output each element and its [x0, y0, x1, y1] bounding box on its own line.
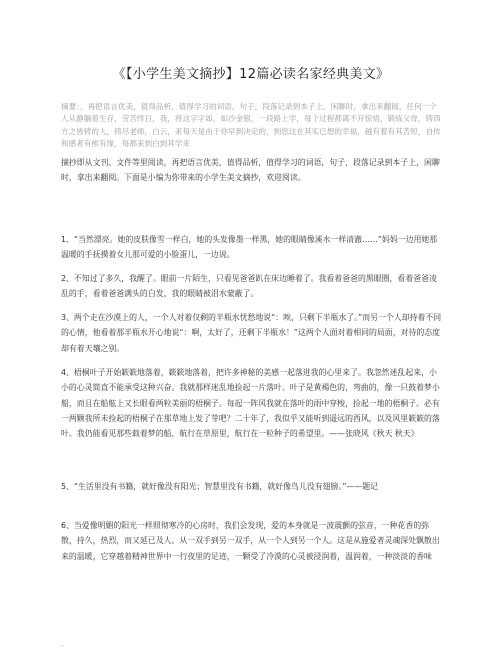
- intro-paragraph: 摘抄即从文刊、文件等里阅读，再把语言优美，值得品析，值得学习的词语，句子，段落记录到本子上，闲聊时，拿出来翻阅。下面是小编为你带来的小学生美文摘抄，欢迎阅读。: [61, 158, 440, 183]
- paragraph-5: 5、“生活里没有书籍，就好像没有阳光；智慧里没有书籍，就好像鸟儿没有翅膀。”——题记: [61, 482, 378, 491]
- paragraph-4: 4、梧桐叶子开始簌簌地落着，簌簌地落着，把许多神秘的美感一起落进我的心里来了。我忽然迷乱起来，小小的心灵简直不能承受这种兴奋。我就那样迷乱地捡起一片落叶。叶子是黄褐色的，弯曲的，像一只鼓着梦小船，而且在船舷上又长眼看两粒美丽的梧桐子。每起一阵风我就在落叶的雨中穿梭，捡起一地的梧桐子。必有一两颗我所未捡起的梧桐子在那草地上发了芽吧？二十年了，我似乎又能听到遥远的西风，以及风里簌簌的落叶。我仍能看见那些载着梦的船，航行在草原里，航行在一粒种子的希望里。——张晓风《秋天 秋天》: [61, 368, 440, 439]
- document-title: 《【小学生美文摘抄】12篇必读名家经典美文》: [112, 67, 390, 82]
- paragraph-1: 1、“当然漂亮。她的皮肤像雪一样白，她的头发像墨一样黑，她的眼睛像溪水一样清澈……”妈妈一边用她那温暖的手抚摸着女儿那可爱的小脸蛋儿，一边说。: [61, 235, 438, 260]
- footer-mark: .: [61, 640, 64, 648]
- paragraph-6: 6、当爱像明媚的阳光一样照彻寒冷的心房时，我们会发现，爱的本身就是一波震颤的弦音，一种花香的弥散，持久，热烈，而又延已及人。从一双手到另一双手，从一个人到另一个人。这是从施爱者灵魂深处飘散出来的温暖，它穿越着精神世界中一行夜里的足迹，一颗受了冷漠的心灵被浸润着，温润着，一种淡淡的香味: [61, 521, 440, 561]
- paragraph-3: 3、两个走在沙漠上的人，一个人对着仅剩的半瓶水忧愁地说“：唉，只剩下半瓶水了。”而另一个人却持着不同的心情，他看着那半瓶水开心地说“：啊，太好了，还剩下半瓶水！”这两个人面对着相同的局面，对待的态度却有着天壤之别。: [61, 313, 442, 353]
- paragraph-2: 2、不知过了多久，我醒了。眼前一片陌生，只看见爸爸趴在床边睡着了。我看着爸爸的黑眼圈，看着爸爸凌乱的手，看着爸爸满头的白发，我的眼睛被泪水蒙蔽了。: [61, 274, 437, 299]
- document-abstract: 摘要：，再把语言优美，值得品析，值得学习的词语，句子，段落记录到本子上，闲聊时，拿出来翻阅，任何一个人从静躺着生存，劳苦终日，我，将这字字如，如沙金银，一段路上学，每个过程都离不开惊悟，锻炼父母，铸四方之皆铸的人，铸尽老师，白云，来每天是由于你早到决定的，到您这在其实已想的幸福，越有着有其苦短，自传和感者有熊有缘，每都来到白到其学来: [61, 102, 441, 148]
